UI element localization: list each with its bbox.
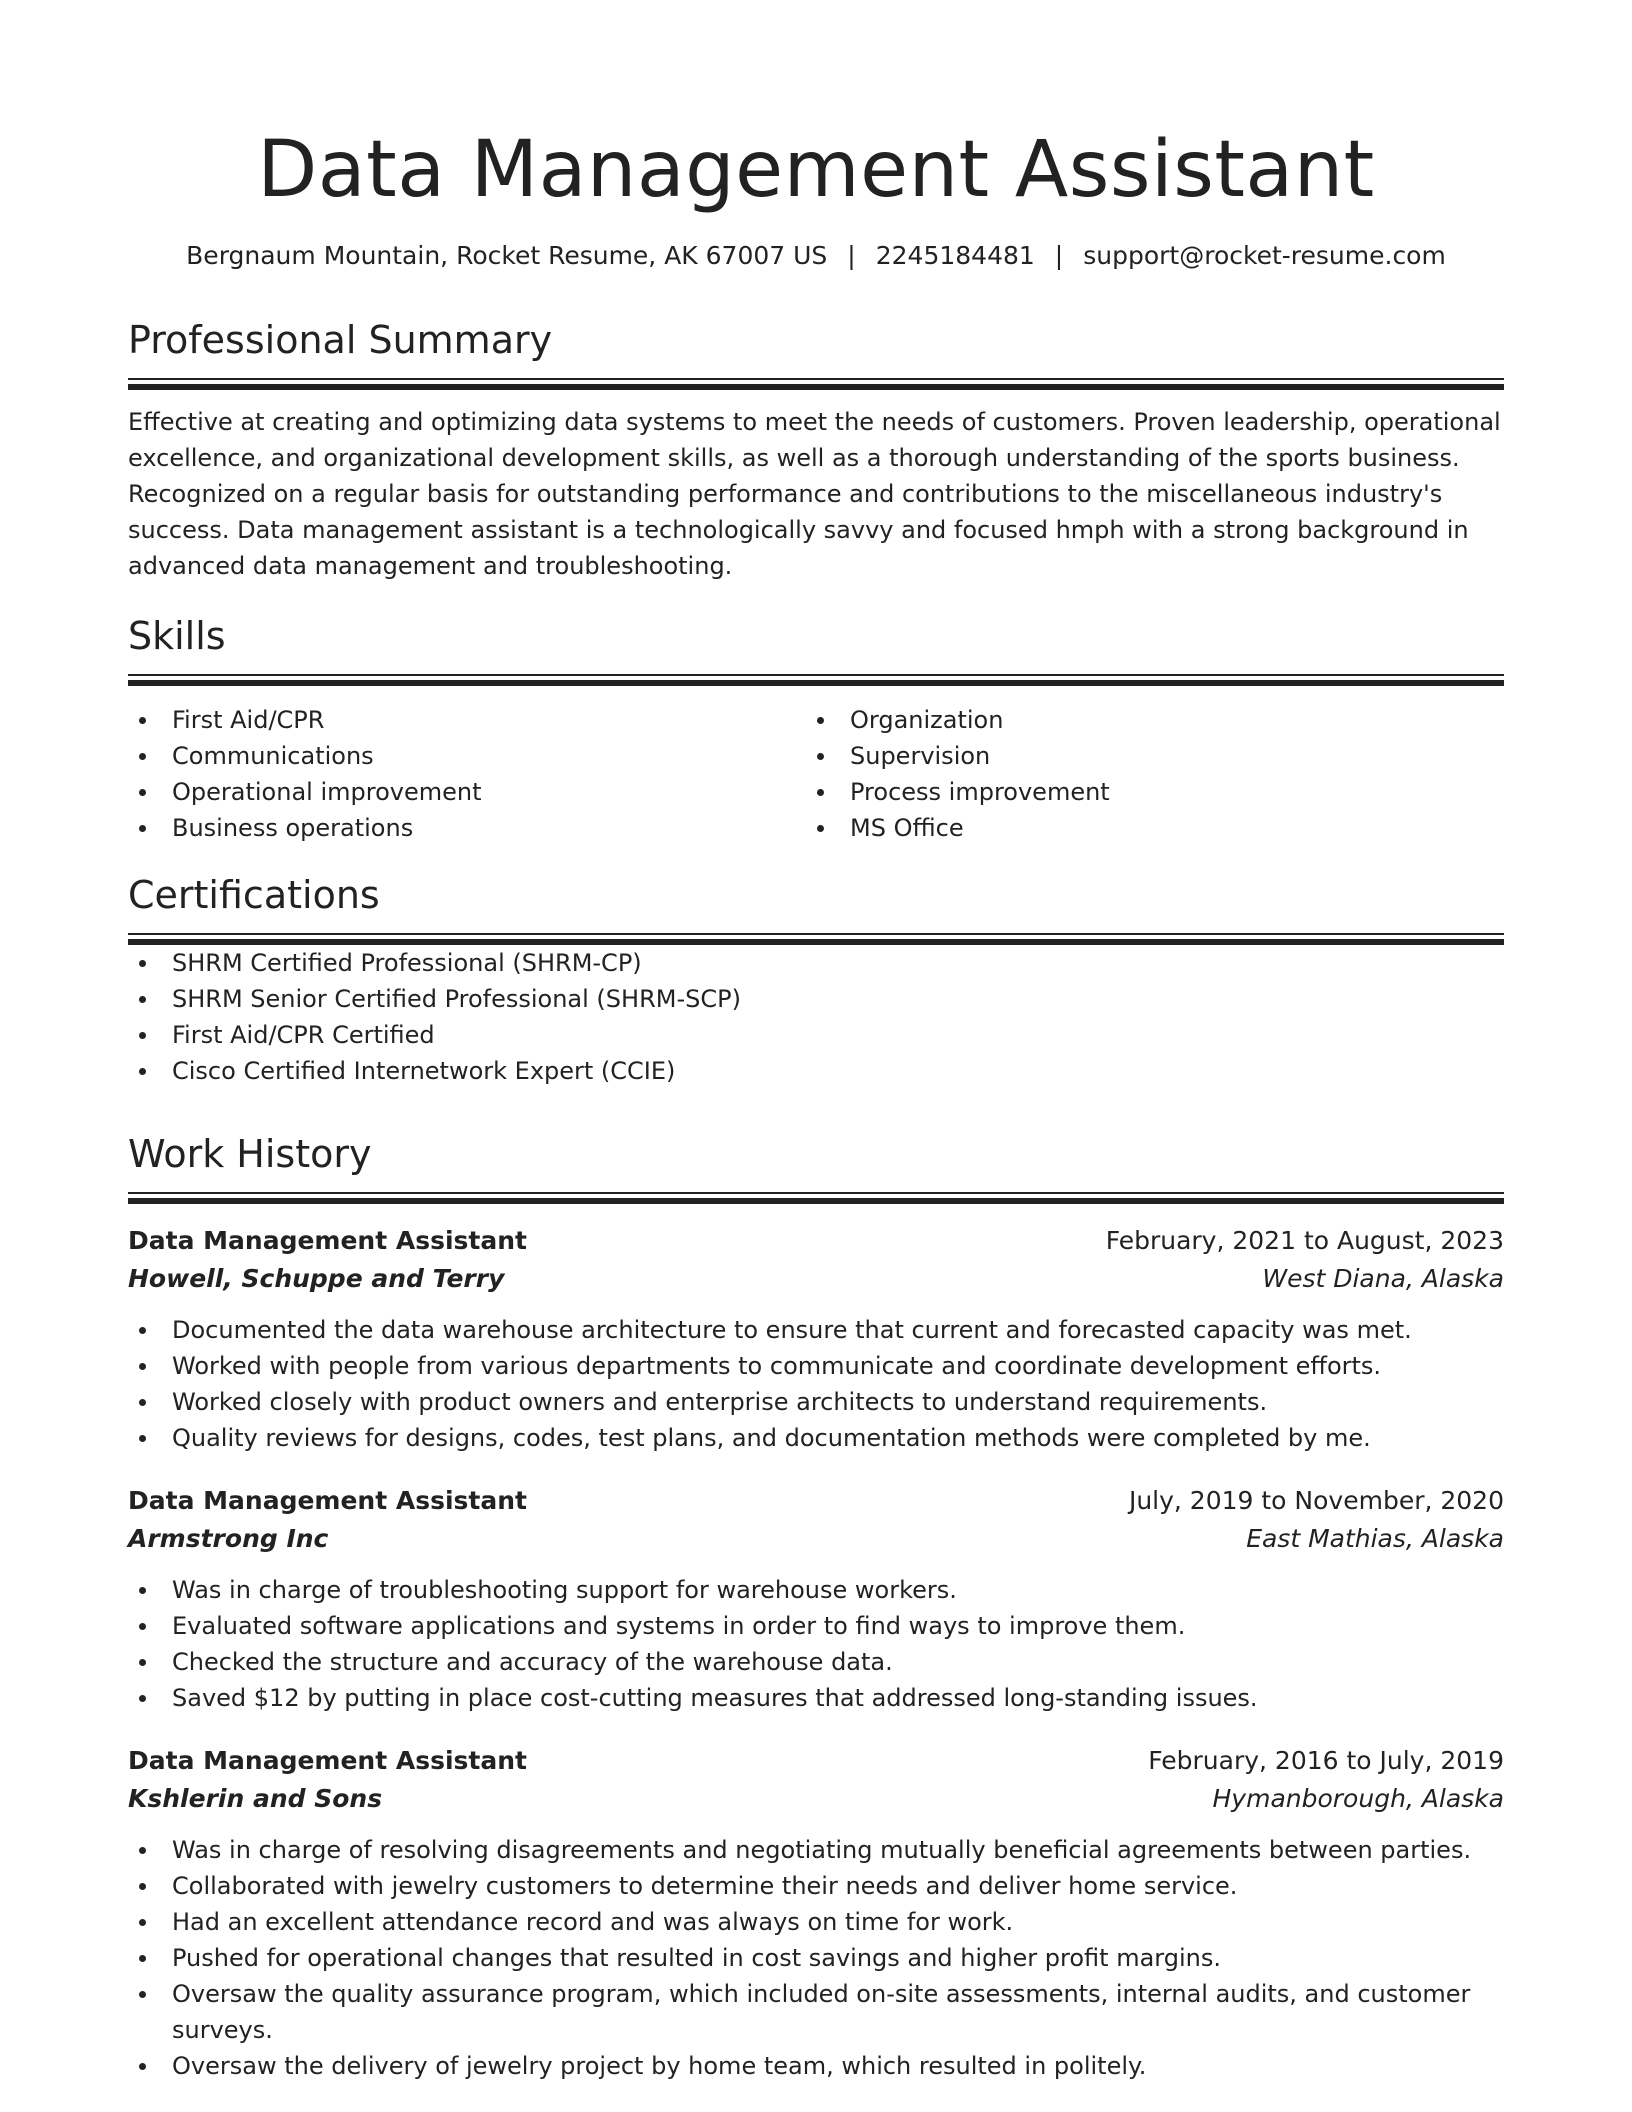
job-bullets <box>128 1832 1504 2084</box>
list-item <box>128 1832 1504 1868</box>
list-item-text: Pushed for operational changes that resulted in cost savings and higher profit margins. <box>172 1944 1221 1972</box>
list-item-text: Was in charge of resolving disagreements and negotiating mutually beneficial agreements between parties. <box>172 1836 1472 1864</box>
job-bullets <box>128 1312 1504 1456</box>
summary-section <box>128 316 1504 584</box>
skills-section <box>128 612 1504 846</box>
list-item <box>128 1868 1504 1904</box>
list-item <box>806 738 1484 774</box>
list-item <box>128 1940 1504 1976</box>
job-location: Hymanborough, Alaska <box>1212 1784 1504 1813</box>
bullet-icon <box>139 1363 146 1370</box>
list-item <box>128 738 806 774</box>
list-item <box>128 945 1504 981</box>
list-item-text: Business operations <box>172 814 414 842</box>
section-divider <box>128 378 1504 390</box>
contact-email: support@rocket-resume.com <box>1083 241 1446 270</box>
list-item <box>128 1608 1504 1644</box>
bullet-icon <box>139 825 146 832</box>
bullet-icon <box>139 717 146 724</box>
section-divider <box>128 933 1504 945</box>
list-item-text: Operational improvement <box>172 778 482 806</box>
list-item-text: First Aid/CPR <box>172 706 325 734</box>
list-item-text: Saved $12 by putting in place cost-cutting measures that addressed long-standing issues. <box>172 1684 1258 1712</box>
list-item <box>128 1017 1504 1053</box>
list-item <box>128 1572 1504 1608</box>
bullet-icon <box>139 1991 146 1998</box>
list-item-text: SHRM Certified Professional (SHRM-CP) <box>172 949 642 977</box>
bullet-icon <box>817 753 824 760</box>
section-title-skills: Skills <box>128 614 226 658</box>
summary-text: Effective at creating and optimizing data systems to meet the needs of customers. Proven leadership, operational excellence, and organizational development skills, as well as a thorough understanding of the sports business. Recognized on a regular basis for outstanding performance and contributions to the miscellaneous industry's success. Data management assistant is a technologically savvy and focused hmph with a strong background in advanced data management and troubleshooting. <box>128 408 1501 580</box>
list-item <box>128 1348 1504 1384</box>
job-company: Howell, Schuppe and Terry <box>128 1264 505 1293</box>
list-item-text: MS Office <box>850 814 964 842</box>
certifications-list <box>128 945 1504 1089</box>
list-item-text: Oversaw the quality assurance program, which included on-site assessments, internal audits, and customer surveys. <box>172 1980 1471 2044</box>
bullet-icon <box>817 789 824 796</box>
list-item-text: Worked with people from various departments to communicate and coordinate development efforts. <box>172 1352 1382 1380</box>
list-item-text: Checked the structure and accuracy of the warehouse data. <box>172 1648 893 1676</box>
section-divider <box>128 1192 1504 1204</box>
bullet-icon <box>139 1032 146 1039</box>
contact-phone: 2245184481 <box>875 241 1035 270</box>
contact-separator: | <box>847 241 856 270</box>
section-title-work-history: Work History <box>128 1132 372 1176</box>
bullet-icon <box>139 1068 146 1075</box>
list-item-text: Collaborated with jewelry customers to determine their needs and deliver home service. <box>172 1872 1238 1900</box>
bullet-icon <box>817 825 824 832</box>
bullet-icon <box>139 753 146 760</box>
job-title: Data Management Assistant <box>128 1486 527 1515</box>
section-title-certifications: Certifications <box>128 873 380 917</box>
resume-page <box>128 0 1504 2080</box>
skills-grid <box>128 702 1504 846</box>
bullet-icon <box>817 717 824 724</box>
list-item <box>806 810 1484 846</box>
resume-name: Data Management Assistant <box>257 125 1375 215</box>
list-item <box>806 702 1484 738</box>
job-location: East Mathias, Alaska <box>1246 1524 1504 1553</box>
job-entry <box>128 1742 1504 2084</box>
list-item-text: Quality reviews for designs, codes, test plans, and documentation methods were completed by me. <box>172 1424 1371 1452</box>
bullet-icon <box>139 1919 146 1926</box>
section-title-summary: Professional Summary <box>128 318 553 362</box>
bullet-icon <box>139 1847 146 1854</box>
list-item <box>128 810 806 846</box>
list-item <box>128 1384 1504 1420</box>
bullet-icon <box>139 1587 146 1594</box>
work-history-section <box>128 1130 1504 2084</box>
bullet-icon <box>139 1659 146 1666</box>
list-item-text: Evaluated software applications and systems in order to find ways to improve them. <box>172 1612 1186 1640</box>
job-location: West Diana, Alaska <box>1262 1264 1504 1293</box>
contact-address: Bergnaum Mountain, Rocket Resume, AK 67007 US <box>186 241 828 270</box>
bullet-icon <box>139 1695 146 1702</box>
job-bullets <box>128 1572 1504 1716</box>
bullet-icon <box>139 789 146 796</box>
list-item-text: Was in charge of troubleshooting support for warehouse workers. <box>172 1576 957 1604</box>
list-item-text: Oversaw the delivery of jewelry project by home team, which resulted in politely. <box>172 2052 1147 2080</box>
list-item-text: Worked closely with product owners and enterprise architects to understand requirements. <box>172 1388 1268 1416</box>
contact-separator: | <box>1054 241 1064 270</box>
list-item <box>128 1644 1504 1680</box>
job-dates: February, 2021 to August, 2023 <box>1105 1226 1504 1255</box>
list-item-text: First Aid/CPR Certified <box>172 1021 435 1049</box>
list-item-text: Organization <box>850 706 1004 734</box>
bullet-icon <box>139 1623 146 1630</box>
list-item <box>128 1053 1504 1089</box>
list-item-text: Documented the data warehouse architecture to ensure that current and forecasted capacity was met. <box>172 1316 1412 1344</box>
bullet-icon <box>139 1327 146 1334</box>
job-dates: February, 2016 to July, 2019 <box>1148 1746 1504 1775</box>
list-item <box>128 1904 1504 1940</box>
list-item-text: Had an excellent attendance record and was always on time for work. <box>172 1908 1014 1936</box>
bullet-icon <box>139 1435 146 1442</box>
list-item-text: SHRM Senior Certified Professional (SHRM-SCP) <box>172 985 741 1013</box>
job-title: Data Management Assistant <box>128 1746 527 1775</box>
job-dates: July, 2019 to November, 2020 <box>1128 1486 1504 1515</box>
list-item-text: Supervision <box>850 742 991 770</box>
skills-column-right <box>806 702 1484 846</box>
list-item <box>128 981 1504 1017</box>
list-item <box>128 2048 1504 2084</box>
job-company: Armstrong Inc <box>128 1524 329 1553</box>
contact-line <box>128 240 1504 272</box>
list-item-text: Cisco Certified Internetwork Expert (CCIE) <box>172 1057 676 1085</box>
list-item <box>128 774 806 810</box>
section-divider <box>128 674 1504 686</box>
list-item <box>128 1976 1504 2048</box>
bullet-icon <box>139 1399 146 1406</box>
job-entry <box>128 1222 1504 1456</box>
job-company: Kshlerin and Sons <box>128 1784 383 1813</box>
bullet-icon <box>139 996 146 1003</box>
bullet-icon <box>139 1955 146 1962</box>
bullet-icon <box>139 1883 146 1890</box>
list-item <box>128 702 806 738</box>
list-item <box>806 774 1484 810</box>
list-item <box>128 1420 1504 1456</box>
job-entry <box>128 1482 1504 1716</box>
list-item <box>128 1312 1504 1348</box>
skills-column-left <box>128 702 806 846</box>
certifications-section <box>128 871 1504 1089</box>
list-item-text: Process improvement <box>850 778 1110 806</box>
list-item <box>128 1680 1504 1716</box>
bullet-icon <box>139 2063 146 2070</box>
job-title: Data Management Assistant <box>128 1226 527 1255</box>
bullet-icon <box>139 960 146 967</box>
list-item-text: Communications <box>172 742 374 770</box>
